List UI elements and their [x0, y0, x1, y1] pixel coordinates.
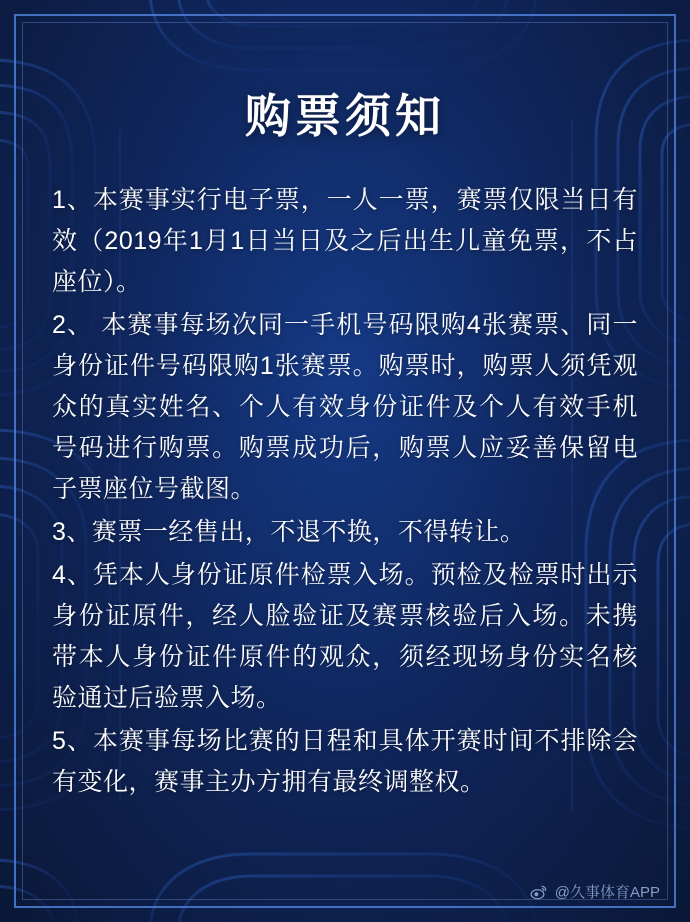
watermark: [530, 881, 660, 902]
list-item: 2、 本赛事每场次同一手机号码限购4张赛票、同一身份证件号码限购1张赛票。购票时，购票人须凭观众的真实姓名、个人有效身份证件及个人有效手机号码进行购票。购票成功后，购票人应妥善保留电子票座位号截图。: [52, 311, 638, 503]
page-title: 购票须知: [245, 90, 445, 142]
list-item: 5、本赛事每场比赛的日程和具体开赛时间不排除会有变化，赛事主办方拥有最终调整权。: [52, 727, 638, 796]
list-item: 3、赛票一经售出，不退不换，不得转让。: [52, 518, 526, 546]
watermark-label: @久事体育APP: [554, 884, 660, 901]
weibo-icon: [530, 883, 548, 901]
notice-list: [52, 180, 638, 803]
list-item: 1、本赛事实行电子票，一人一票，赛票仅限当日有效（2019年1月1日当日及之后出生儿童免票，不占座位）。: [52, 186, 638, 296]
list-item: 4、凭本人身份证原件检票入场。预检及检票时出示身份证原件，经人脸验证及赛票核验后入场。未携带本人身份证件原件的观众，须经现场身份实名核验通过后验票入场。: [52, 561, 638, 712]
